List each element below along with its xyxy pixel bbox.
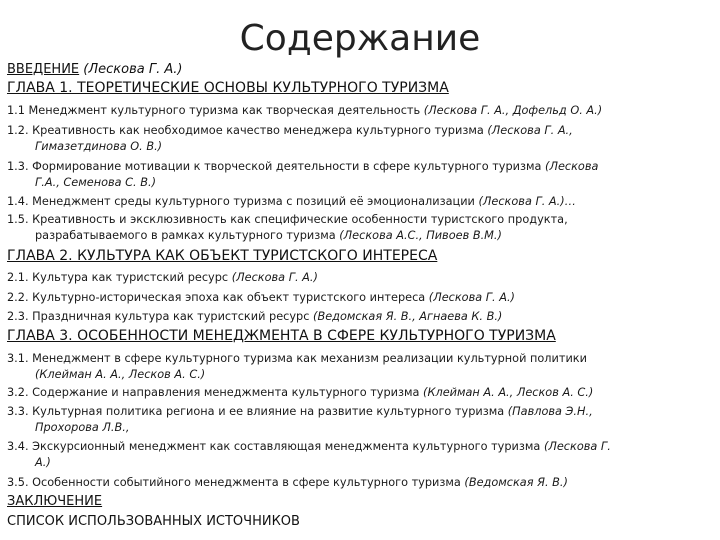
toc-item-1-4: 1.4. Менеджмент среды культурного туризма с позиций её эмоционализации (Лескова Г. А.)… [7,195,576,208]
toc-item-3-2: 3.2. Содержание и направления менеджмента культурного туризма (Клейман А. А., Лесков А. С.) [7,386,594,399]
intro-label: ВВЕДЕНИЕ [7,62,80,77]
chapter-1-heading: ГЛАВА 1. ТЕОРЕТИЧЕСКИЕ ОСНОВЫ КУЛЬТУРНОГО ТУРИЗМА [7,80,449,96]
chapter-3-heading: ГЛАВА 3. ОСОБЕННОСТИ МЕНЕДЖМЕНТА В СФЕРЕ КУЛЬТУРНОГО ТУРИЗМА [7,328,556,344]
chapter-2-heading: ГЛАВА 2. КУЛЬТУРА КАК ОБЪЕКТ ТУРИСТСКОГО ИНТЕРЕСА [7,248,438,264]
toc-item-1-3: 1.3. Формирование мотивации к творческой деятельности в сфере культурного туризма (Лескова Г.А., Семенова С. В.) [7,160,599,189]
toc-item-2-2: 2.2. Культурно-историческая эпоха как объект туристского интереса (Лескова Г. А.) [7,291,515,304]
intro-entry [7,62,182,77]
toc-item-3-1: 3.1. Менеджмент в сфере культурного туризма как механизм реализации культурной политики (Клейман А. А., Лесков А. С.) [7,352,587,381]
toc-item-3-3: 3.3. Культурная политика региона и ее влияние на развитие культурного туризма (Павлова Э.Н., Прохорова Л.В., [7,405,593,434]
toc-item-2-3: 2.3. Праздничная культура как туристский ресурс (Ведомская Я. В., Агнаева К. В.) [7,310,503,323]
intro-author: (Лескова Г. А.) [83,62,183,77]
conclusion-heading: ЗАКЛЮЧЕНИЕ [7,494,103,509]
toc-item-1-1: 1.1 Менеджмент культурного туризма как творческая деятельность (Лескова Г. А., Дофельд О. А.) [7,104,603,117]
toc-item-3-5: 3.5. Особенности событийного менеджмента в сфере культурного туризма (Ведомская Я. В.) [7,476,568,489]
page-title: Содержание [239,18,481,59]
toc-item-1-2: 1.2. Креативность как необходимое качество менеджера культурного туризма (Лескова Г. А., Гимазетдинова О. В.) [7,124,573,153]
toc-item-3-4: 3.4. Экскурсионный менеджмент как составляющая менеджмента культурного туризма (Лескова Г. А.) [7,440,611,469]
toc-item-1-5: 1.5. Креативность и эксклюзивность как специфические особенности туристского продукта, разрабатываемого в рамках культурного туризма (Лескова А.С., Пивоев В.М.) [7,213,568,242]
toc-item-2-1: 2.1. Культура как туристский ресурс (Лескова Г. А.) [7,271,318,284]
sources-heading: СПИСОК ИСПОЛЬЗОВАННЫХ ИСТОЧНИКОВ [7,514,300,529]
